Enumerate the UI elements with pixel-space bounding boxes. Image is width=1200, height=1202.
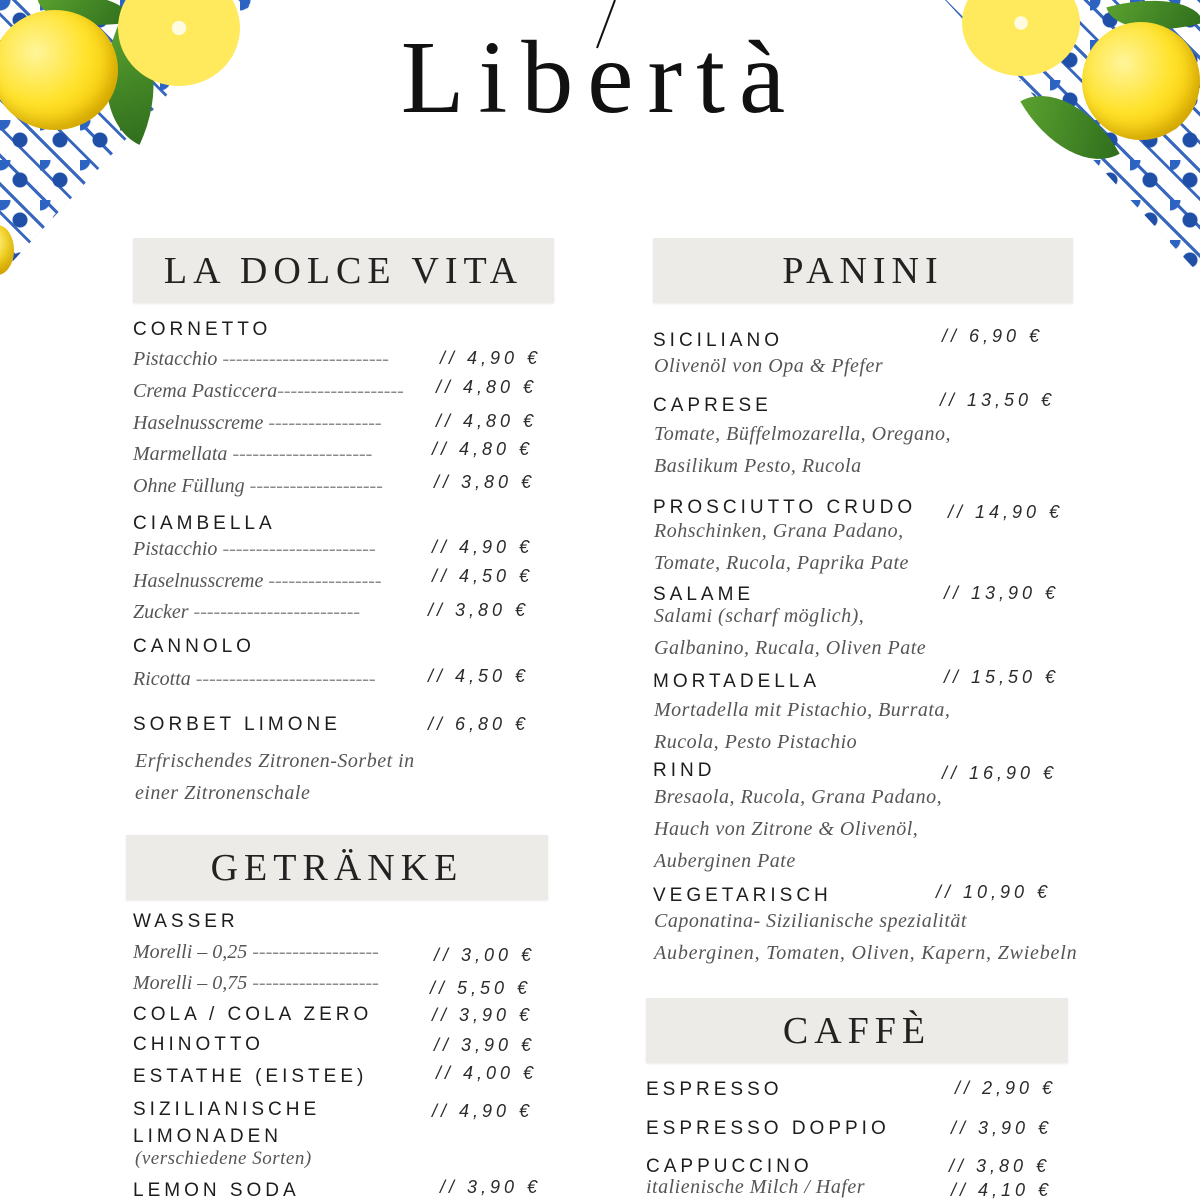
menu-item: Haselnusscreme ----------------- <box>133 412 382 434</box>
category-cannolo: CANNOLO <box>133 636 255 657</box>
menu-item-price: // 10,90 € <box>936 882 1052 902</box>
menu-item-price: // 14,90 € <box>948 502 1064 522</box>
menu-item-price: // 5,50 € <box>430 978 532 998</box>
menu-item-price: // 3,80 € <box>949 1156 1051 1176</box>
caffe-item-espresso: ESPRESSO <box>646 1079 783 1100</box>
menu-item-price: // 3,90 € <box>432 1005 534 1025</box>
menu-item-price: // 4,50 € <box>432 566 534 586</box>
menu-item-price-secondary: // 4,10 € <box>951 1180 1053 1200</box>
menu-item-price: // 13,50 € <box>940 390 1056 410</box>
item-description: einer Zitronenschale <box>135 782 311 804</box>
item-description: Salami (scharf möglich), <box>654 605 865 627</box>
item-description: Rohschinken, Grana Padano, <box>654 520 904 542</box>
section-heading-panini: PANINI <box>653 238 1073 303</box>
category-ciambella: CIAMBELLA <box>133 513 276 534</box>
caffe-item-cappuccino: CAPPUCCINO <box>646 1156 813 1177</box>
item-description: Erfrischendes Zitronen-Sorbet in <box>135 750 415 772</box>
drink-lemon-soda: LEMON SODA <box>133 1180 300 1201</box>
category-sorbet-limone: SORBET LIMONE <box>133 714 341 735</box>
panini-item-mortadella: MORTADELLA <box>653 671 821 692</box>
item-description: Basilikum Pesto, Rucola <box>654 455 862 477</box>
panini-item-vegetarisch: VEGETARISCH <box>653 885 832 906</box>
section-heading-caffe: CAFFÈ <box>646 998 1068 1063</box>
menu-item-price: // 3,00 € <box>434 945 536 965</box>
panini-item-siciliano: SICILIANO <box>653 330 783 351</box>
panini-item-caprese: CAPRESE <box>653 395 772 416</box>
item-description: italienische Milch / Hafer <box>646 1176 866 1198</box>
menu-item-price: // 4,80 € <box>436 411 538 431</box>
menu-item: Crema Pasticcera------------------- <box>133 380 404 402</box>
menu-item-price: // 4,90 € <box>440 348 542 368</box>
menu-item: Ricotta --------------------------- <box>133 668 376 690</box>
drink-chinotto: CHINOTTO <box>133 1034 264 1055</box>
menu-item-price: // 3,90 € <box>434 1035 536 1055</box>
menu-item-price: // 4,90 € <box>432 537 534 557</box>
section-heading-getraenke: GETRÄNKE <box>126 835 548 900</box>
menu-item-price: // 3,80 € <box>428 600 530 620</box>
menu-item: Pistacchio ------------------------- <box>133 348 389 370</box>
menu-item-price: // 16,90 € <box>942 763 1058 783</box>
drink-limonaden: SIZILIANISCHE <box>133 1099 321 1120</box>
menu-item-price: // 4,80 € <box>432 439 534 459</box>
menu-item-price: // 4,90 € <box>432 1101 534 1121</box>
category-cornetto: CORNETTO <box>133 319 272 340</box>
menu-item-price: // 6,80 € <box>428 714 530 734</box>
panini-item-prosciutto-crudo: PROSCIUTTO CRUDO <box>653 497 917 518</box>
menu-item: Pistacchio ----------------------- <box>133 538 376 560</box>
menu-item-price: // 2,90 € <box>955 1078 1057 1098</box>
menu-item-price: // 4,80 € <box>436 377 538 397</box>
item-description: Galbanino, Rucala, Oliven Pate <box>654 637 927 659</box>
menu-item: Marmellata --------------------- <box>133 443 373 465</box>
item-description: Tomate, Rucola, Paprika Pate <box>654 552 909 574</box>
caffe-item-espresso-doppio: ESPRESSO DOPPIO <box>646 1118 890 1139</box>
brand-title: Libertà <box>400 20 800 135</box>
menu-item-price: // 3,80 € <box>434 472 536 492</box>
category-wasser: WASSER <box>133 911 239 932</box>
panini-item-salame: SALAME <box>653 584 755 605</box>
menu-item-price: // 15,50 € <box>944 667 1060 687</box>
item-description: Caponatina- Sizilianische spezialität <box>654 910 967 932</box>
brand-accent-stroke <box>593 0 621 50</box>
item-description: Hauch von Zitrone & Olivenöl, <box>654 818 919 840</box>
menu-item: Haselnusscreme ----------------- <box>133 570 382 592</box>
menu-item-price: // 3,90 € <box>440 1177 542 1197</box>
item-description: Auberginen, Tomaten, Oliven, Kapern, Zwiebeln <box>654 942 1078 964</box>
drink-cola: COLA / COLA ZERO <box>133 1004 373 1025</box>
item-description: Tomate, Büffelmozarella, Oregano, <box>654 423 952 445</box>
section-heading-dolce-vita: LA DOLCE VITA <box>133 238 554 303</box>
menu-item: Zucker ------------------------- <box>133 601 361 623</box>
item-description: Olivenöl von Opa & Pfefer <box>654 355 884 377</box>
menu-item-price: // 4,00 € <box>436 1063 538 1083</box>
menu-item-price: // 6,90 € <box>942 326 1044 346</box>
menu-item: Ohne Füllung -------------------- <box>133 475 383 497</box>
drink-estathe: ESTATHE (EISTEE) <box>133 1066 368 1087</box>
menu-item: Morelli – 0,25 ------------------- <box>133 941 379 963</box>
item-description: Bresaola, Rucola, Grana Padano, <box>654 786 943 808</box>
panini-item-rind: RIND <box>653 760 716 781</box>
item-description: Rucola, Pesto Pistachio <box>654 731 858 753</box>
item-description: Mortadella mit Pistachio, Burrata, <box>654 699 951 721</box>
menu-item-price: // 4,50 € <box>428 666 530 686</box>
drink-limonaden-line-2: LIMONADEN <box>133 1126 282 1147</box>
menu-item: Morelli – 0,75 ------------------- <box>133 972 379 994</box>
menu-item-price: // 13,90 € <box>944 583 1060 603</box>
item-description: Auberginen Pate <box>654 850 796 872</box>
menu-item-price: // 3,90 € <box>951 1118 1053 1138</box>
item-description: (verschiedene Sorten) <box>135 1148 312 1169</box>
